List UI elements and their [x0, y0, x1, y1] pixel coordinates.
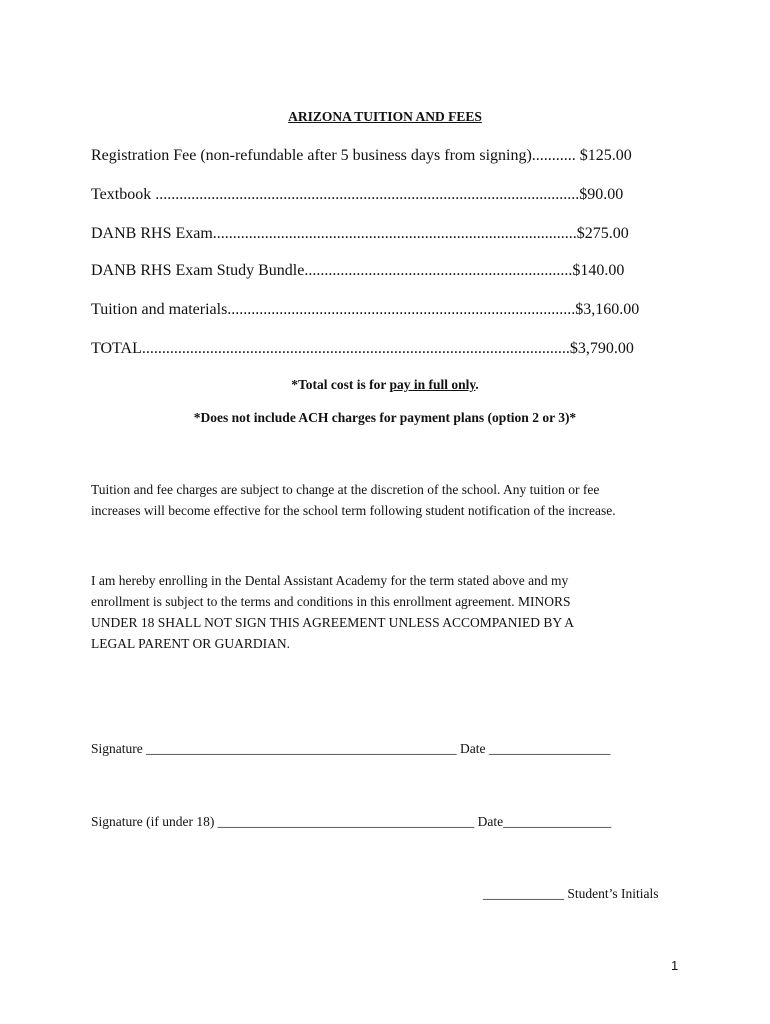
paragraph-line: enrollment is subject to the terms and conditions in this enrollment agreement. MINORS [91, 594, 571, 609]
fee-row-tuition: Tuition and materials.......................................................................................$3,160.00 [91, 301, 640, 318]
note-underlined: pay in full only [389, 377, 476, 392]
paragraph-line: increases will become effective for the school term following student notification of the increase. [91, 503, 616, 518]
paragraph-line: I am hereby enrolling in the Dental Assistant Academy for the term stated above and my [91, 573, 569, 588]
ach-charges-note: *Does not include ACH charges for payment plans (option 2 or 3)* [193, 410, 577, 425]
fee-row-total: TOTAL...........................................................................................................$3,790.00 [91, 340, 634, 357]
pay-in-full-note [0, 377, 770, 393]
signature-line: Signature ______________________________________________ Date __________________ [91, 741, 611, 756]
note-prefix: *Total cost is for [291, 377, 390, 392]
tuition-change-paragraph [91, 479, 691, 521]
fee-row-study-bundle: DANB RHS Exam Study Bundle...................................................................$140.00 [91, 262, 625, 279]
guardian-signature-line: Signature (if under 18) ______________________________________ Date________________ [91, 814, 612, 829]
fee-row-danb-exam: DANB RHS Exam...........................................................................................$275.00 [91, 225, 629, 242]
paragraph-line: UNDER 18 SHALL NOT SIGN THIS AGREEMENT UNLESS ACCOMPANIED BY A [91, 615, 575, 630]
fee-row-textbook: Textbook ..........................................................................................................$90.00 [91, 186, 624, 203]
fee-row-registration: Registration Fee (non-refundable after 5 business days from signing)........... $125.00 [91, 147, 632, 164]
paragraph-line: Tuition and fee charges are subject to change at the discretion of the school. Any tuition or fee [91, 482, 600, 497]
page-number: 1 [671, 958, 679, 973]
student-initials-line: ____________ Student’s Initials [483, 886, 659, 901]
enrollment-paragraph [91, 570, 691, 654]
paragraph-line: LEGAL PARENT OR GUARDIAN. [91, 636, 291, 651]
note-suffix: . [475, 377, 479, 392]
document-title: ARIZONA TUITION AND FEES [288, 109, 482, 124]
